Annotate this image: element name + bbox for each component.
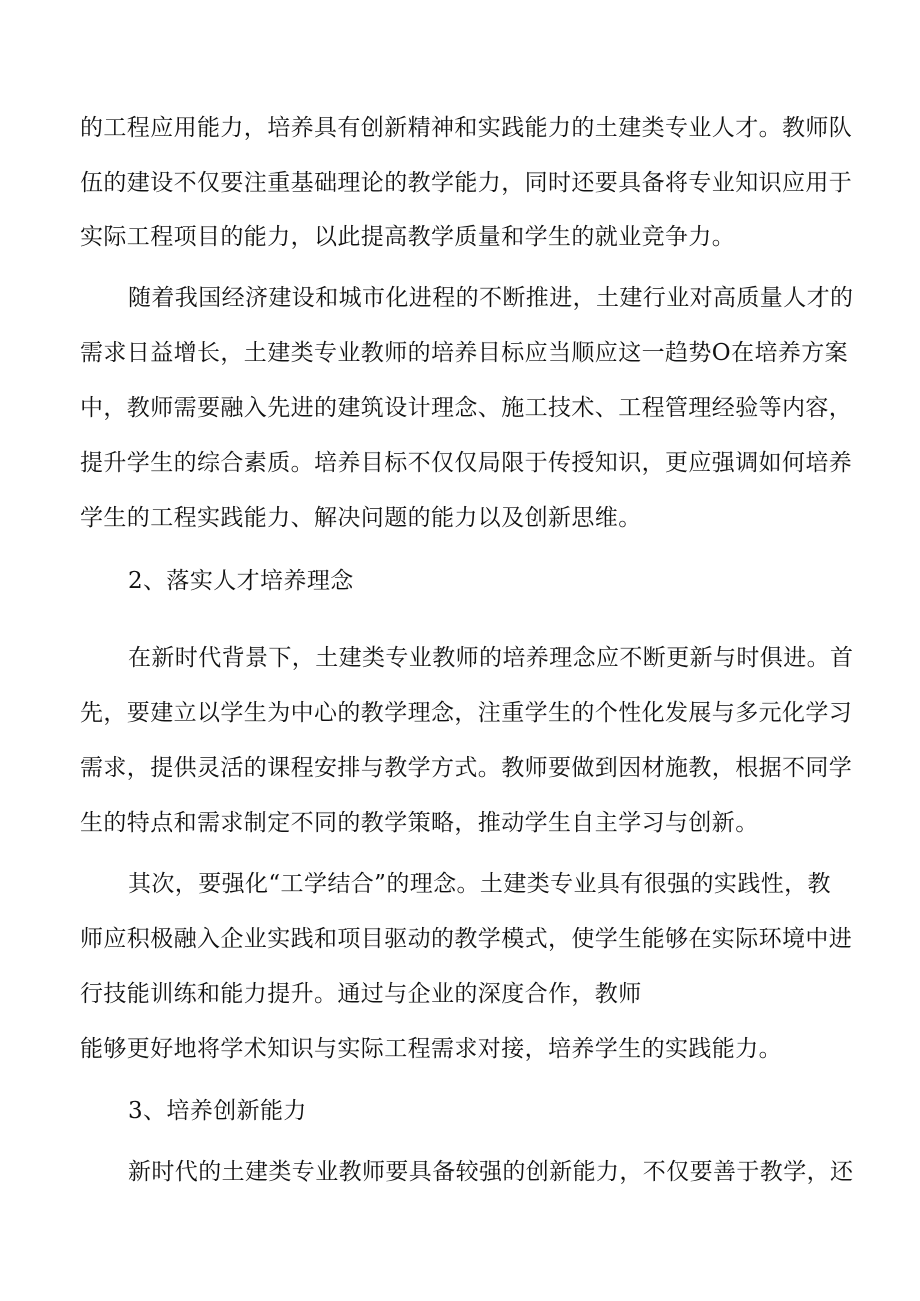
section-heading: 3、培养创新能力 [128,1098,307,1124]
section-heading: 2、落实人才培养理念 [128,568,354,594]
paragraph-line: 伍的建设不仅要注重基础理论的教学能力，同时还要具备将专业知识应用于 [80,170,853,196]
paragraph-line: 师应积极融入企业实践和项目驱动的教学模式，使学生能够在实际环境中进 [80,926,853,952]
paragraph-line: 新时代的土建类专业教师要具备较强的创新能力，不仅要善于教学，还 [128,1159,854,1185]
paragraph-line: 生的特点和需求制定不同的教学策略，推动学生自主学习与创新。 [80,810,759,836]
paragraph-line: 的工程应用能力，培养具有创新精神和实践能力的土建类专业人才。教师队 [80,115,853,141]
paragraph-line: 需求，提供灵活的课程安排与教学方式。教师要做到因材施教，根据不同学 [80,755,853,781]
paragraph-line: 需求日益增长，土建类专业教师的培养目标应当顺应这一趋势O在培养方案 [80,340,849,366]
paragraph-line: 学生的工程实践能力、解决问题的能力以及创新思维。 [80,505,642,531]
paragraph-line: 在新时代背景下，土建类专业教师的培养理念应不断更新与时俱进。首 [128,645,854,671]
paragraph-line: 能够更好地将学术知识与实际工程需求对接，培养学生的实践能力。 [80,1036,782,1062]
paragraph-line: 行技能训练和能力提升。通过与企业的深度合作，教师 [80,981,642,1007]
paragraph-line: 实际工程项目的能力，以此提高教学质量和学生的就业竞争力。 [80,224,736,250]
paragraph-line: 随着我国经济建设和城市化进程的不断推进，土建行业对高质量人才的 [128,285,854,311]
paragraph-line: 中，教师需要融入先进的建筑设计理念、施工技术、工程管理经验等内容， [80,395,853,421]
paragraph-line: 其次，要强化“工学结合”的理念。土建类专业具有很强的实践性，教 [128,871,831,897]
paragraph-line: 提升学生的综合素质。培养目标不仅仅局限于传授知识，更应强调如何培养 [80,450,853,476]
paragraph-line: 先，要建立以学生为中心的教学理念，注重学生的个性化发展与多元化学习 [80,700,853,726]
